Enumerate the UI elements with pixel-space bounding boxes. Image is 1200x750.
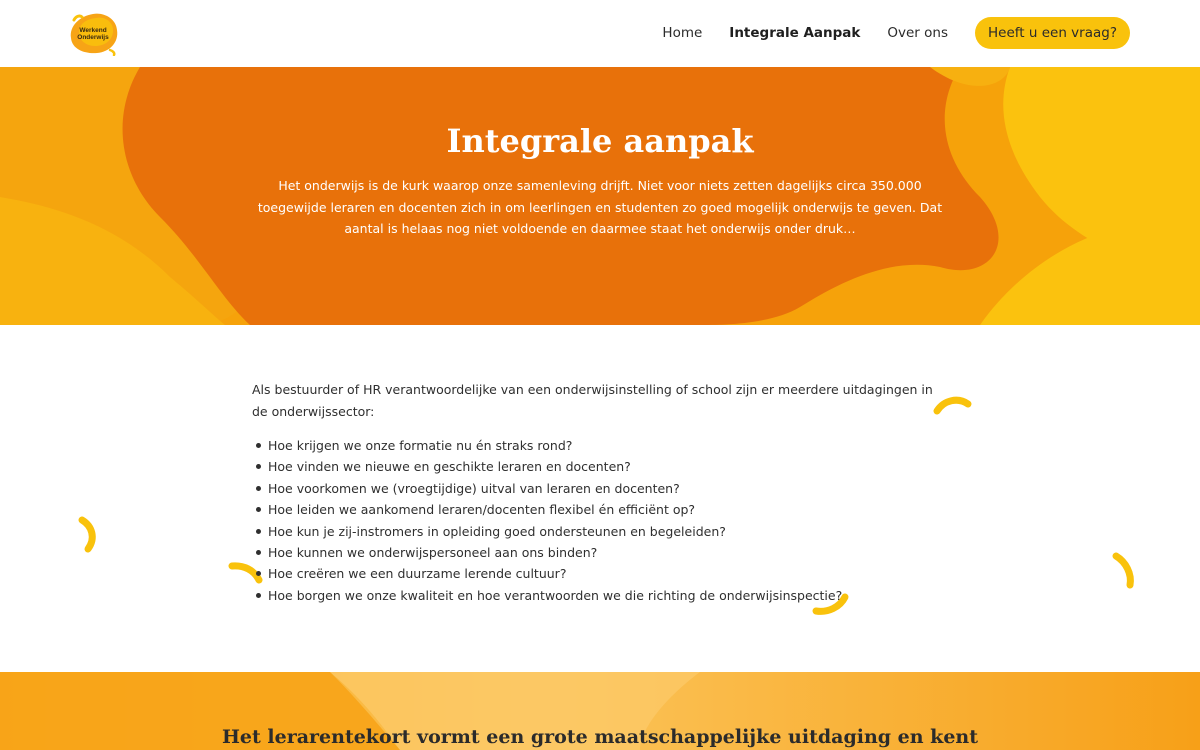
list-item-text: Hoe kun je zij-instromers in opleiding goed ondersteunen en begeleiden? xyxy=(268,523,726,539)
list-item-text: Hoe krijgen we onze formatie nu én straks rond? xyxy=(268,438,573,453)
main-content xyxy=(252,379,952,606)
list-item xyxy=(252,563,952,584)
hero-intro-text: Het onderwijs is de kurk waarop onze samenleving drijft. Niet voor niets zetten dagelijks circa 350.000 toegewijde leraren en docenten zich in om leerlingen en studenten zo goed mogelijk onderwijs te geven. Dat aantal is helaas nog niet voldoende en daarmee staat het onderwijs onder druk… xyxy=(257,178,943,236)
list-item xyxy=(252,521,952,542)
bullet-icon xyxy=(256,550,261,555)
squiggle-decoration-icon xyxy=(1108,550,1140,592)
logo-blob-icon xyxy=(66,10,120,56)
bullet-icon xyxy=(256,486,261,491)
bullet-icon xyxy=(256,571,261,576)
list-item-text: Hoe kunnen we onderwijspersoneel aan ons binden? xyxy=(268,545,598,561)
challenges-list xyxy=(252,435,952,606)
bullet-icon xyxy=(256,464,261,469)
nav-over-ons-link[interactable]: Over ons xyxy=(887,25,948,41)
svg-text:Werkend: Werkend xyxy=(79,27,107,34)
site-header xyxy=(0,0,1200,67)
list-item xyxy=(252,478,952,499)
hero-banner xyxy=(0,67,1200,325)
nav-home-link[interactable]: Home xyxy=(662,25,703,41)
list-item-text: Hoe borgen we onze kwaliteit en hoe verantwoorden we die richting de onderwijsinspectie? xyxy=(268,587,843,603)
contact-question-button[interactable]: Heeft u een vraag? xyxy=(975,17,1130,49)
nav-integrale-aanpak-link[interactable]: Integrale Aanpak xyxy=(729,25,861,41)
bullet-icon xyxy=(256,443,261,448)
bullet-icon xyxy=(256,507,261,512)
list-item xyxy=(252,435,952,456)
list-item-text: Hoe voorkomen we (vroegtijdige) uitval van leraren en docenten? xyxy=(268,480,680,496)
list-item-text: Hoe leiden we aankomend leraren/docenten flexibel én efficiënt op? xyxy=(268,502,696,518)
list-item xyxy=(252,456,952,477)
section-heading: Het lerarentekort vormt een grote maatschappelijke uitdaging en kent xyxy=(221,726,979,748)
site-logo[interactable] xyxy=(66,10,120,56)
list-item xyxy=(252,499,952,520)
svg-text:Onderwijs: Onderwijs xyxy=(77,34,109,41)
main-nav xyxy=(635,17,1130,49)
bullet-icon xyxy=(256,529,261,534)
lerarentekort-section xyxy=(0,672,1200,750)
list-item xyxy=(252,585,952,606)
bullet-icon xyxy=(256,593,261,598)
intro-paragraph: Als bestuurder of HR verantwoordelijke van een onderwijsinstelling of school zijn er meerdere uitdagingen in de onderwijssector: xyxy=(252,382,933,419)
page-title: Integrale aanpak xyxy=(446,122,754,160)
list-item xyxy=(252,542,952,563)
list-item-text: Hoe vinden we nieuwe en geschikte leraren en docenten? xyxy=(268,459,631,475)
squiggle-decoration-icon xyxy=(74,514,102,556)
list-item-text: Hoe creëren we een duurzame lerende cultuur? xyxy=(268,566,567,582)
